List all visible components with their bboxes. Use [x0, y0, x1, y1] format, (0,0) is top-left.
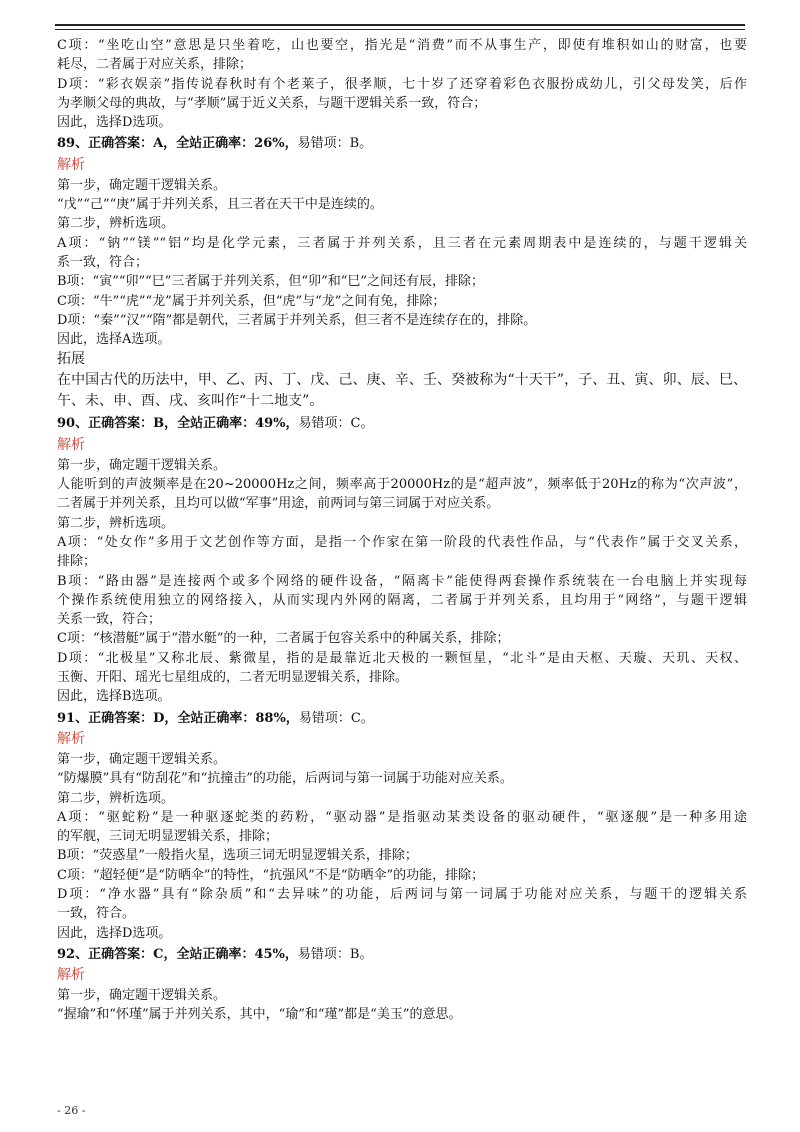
- section-heading-analysis: 解析: [57, 156, 85, 173]
- text-line: D项：“秦”“汉”“隋”都是朝代，三者属于并列关系，但三者不是连续存在的，排除。: [57, 312, 537, 328]
- error-prone-option: 易错项：C。: [298, 416, 374, 432]
- text-line: 的军舰，三词无明显逻辑关系，排除；: [57, 829, 279, 845]
- page-number: - 26 -: [57, 1104, 86, 1117]
- text-line: A项：“处女作”多用于文艺创作等方面，是指一个作家在第一阶段的代表性作品，与“代表作”属于交叉关系，: [57, 534, 747, 550]
- error-prone-option: 易错项：B。: [297, 946, 373, 962]
- text-line: “握瑜”和“怀瑾”属于并列关系，其中，“瑜”和“瑾”都是“美玉”的意思。: [57, 1007, 462, 1023]
- text-line: 关系一致，符合；: [57, 612, 162, 628]
- answer-summary: 90、正确答案：B，全站正确率：49%，: [57, 416, 299, 432]
- text-line: 二者属于并列关系，且均可以做“军事”用途，前两词与第三词属于对应关系。: [57, 496, 500, 512]
- text-line: A项：“钠”“镁”“铝”均是化学元素，三者属于并列关系，且三者在元素周期表中是连续的，与题干逻辑关: [57, 235, 747, 251]
- text-line: 因此，选择D选项。: [57, 115, 172, 131]
- section-heading-analysis: 解析: [57, 730, 85, 747]
- text-line: 第二步，辨析选项。: [57, 790, 175, 806]
- text-line: D项：“彩衣娱亲”指传说春秋时有个老莱子，很孝顺，七十岁了还穿着彩色衣服扮成幼儿，引父母发笑，后作: [57, 76, 747, 92]
- text-line: D项：“北极星”又称北辰、紫微星，指的是最靠近北天极的一颗恒星，“北斗”是由天枢、天璇、天玑、天权、: [57, 650, 747, 666]
- section-heading-analysis: 解析: [57, 436, 85, 453]
- error-prone-option: 易错项：B。: [297, 136, 373, 152]
- text-line: 因此，选择B选项。: [57, 689, 171, 705]
- answer-line: [57, 414, 747, 433]
- text-line: 第二步，辨析选项。: [57, 216, 175, 232]
- text-line: 在中国古代的历法中，甲、乙、丙、丁、戊、己、庚、辛、壬、癸被称为“十天干”，子、丑、寅、卯、辰、巳、: [57, 372, 747, 389]
- text-line: 为孝顺父母的典故，与“孝顺”属于近义关系，与题干逻辑关系一致，符合；: [57, 95, 487, 111]
- text-line: B项：“路由器”是连接两个或多个网络的硬件设备，“隔离卡”能使得两套操作系统装在一台电脑上并实现每: [57, 573, 747, 589]
- answer-summary: 89、正确答案：A，全站正确率：26%，: [57, 136, 298, 152]
- section-heading-analysis: 解析: [57, 967, 85, 984]
- answer-line: [57, 945, 747, 964]
- text-line: 第一步，确定题干逻辑关系。: [57, 751, 227, 767]
- text-line: A项：“驱蛇粉”是一种驱逐蛇类的药粉，“驱动器”是指驱动某类设备的驱动硬件，“驱逐舰”是一种多用途: [57, 809, 747, 825]
- answer-line: [57, 134, 747, 153]
- text-line: 因此，选择A选项。: [57, 332, 171, 348]
- text-line: “戊”“己”“庚”属于并列关系，且三者在天干中是连续的。: [57, 197, 383, 213]
- text-line: 玉衡、开阳、瑶光七星组成的，二者无明显逻辑关系，排除。: [57, 670, 409, 686]
- text-line: 第一步，确定题干逻辑关系。: [57, 988, 227, 1004]
- text-line: 排除；: [57, 554, 97, 570]
- text-line: 因此，选择D选项。: [57, 925, 172, 941]
- text-line: 个操作系统使用独立的网络接入，从而实现内外网的隔离，二者属于并列关系，且均用于“网络”，与题干逻辑: [57, 592, 747, 608]
- text-line: C项：“核潜艇”属于“潜水艇”的一种，二者属于包容关系中的种属关系，排除；: [57, 631, 510, 647]
- text-line: 人能听到的声波频率是在20~20000Hz之间，频率高于20000Hz的是“超声波”，频率低于20Hz的称为“次声波”，: [57, 477, 747, 493]
- text-line: B项：“寅”“卯”“巳”三者属于并列关系，但“卯”和“巳”之间还有辰，排除；: [57, 274, 485, 290]
- text-line: D项：“净水器”具有“除杂质”和“去异味”的功能，后两词与第一词属于功能对应关系，与题干的逻辑关系: [57, 886, 747, 902]
- section-heading-extension: 拓展: [57, 351, 85, 368]
- answer-summary: 92、正确答案：C，全站正确率：45%，: [57, 946, 298, 962]
- text-line: 午、未、申、酉、戌、亥叫作“十二地支”。: [57, 393, 324, 410]
- text-line: 一致，符合。: [57, 906, 136, 922]
- text-line: 系一致，符合；: [57, 254, 149, 270]
- text-line: C项：“超轻便”是“防晒伞”的特性，“抗强风”不是“防晒伞”的功能，排除；: [57, 867, 485, 883]
- header-rule-thick: [55, 24, 745, 26]
- text-line: 第一步，确定题干逻辑关系。: [57, 457, 227, 473]
- answer-line: [57, 709, 747, 728]
- text-line: 耗尽，二者属于对应关系，排除；: [57, 57, 253, 73]
- text-line: C项：“牛”“虎”“龙”属于并列关系，但“虎”与“龙”之间有兔，排除；: [57, 293, 446, 309]
- text-line: C项：“坐吃山空”意思是只坐着吃，山也要空，指光是“消费”而不从事生产，即使有堆积如山的财富，也要: [57, 38, 747, 53]
- text-line: 第一步，确定题干逻辑关系。: [57, 177, 227, 193]
- document-body: [57, 36, 747, 1025]
- answer-summary: 91、正确答案：D，全站正确率：88%，: [57, 710, 299, 726]
- text-line: “防爆膜”具有“防刮花”和“抗撞击”的功能，后两词与第一词属于功能对应关系。: [57, 771, 513, 787]
- header-rule-thin: [55, 29, 745, 30]
- text-line: B项：“荧惑星”一般指火星，选项三词无明显逻辑关系，排除；: [57, 848, 418, 864]
- error-prone-option: 易错项：C。: [298, 710, 374, 726]
- text-line: 第二步，辨析选项。: [57, 515, 175, 531]
